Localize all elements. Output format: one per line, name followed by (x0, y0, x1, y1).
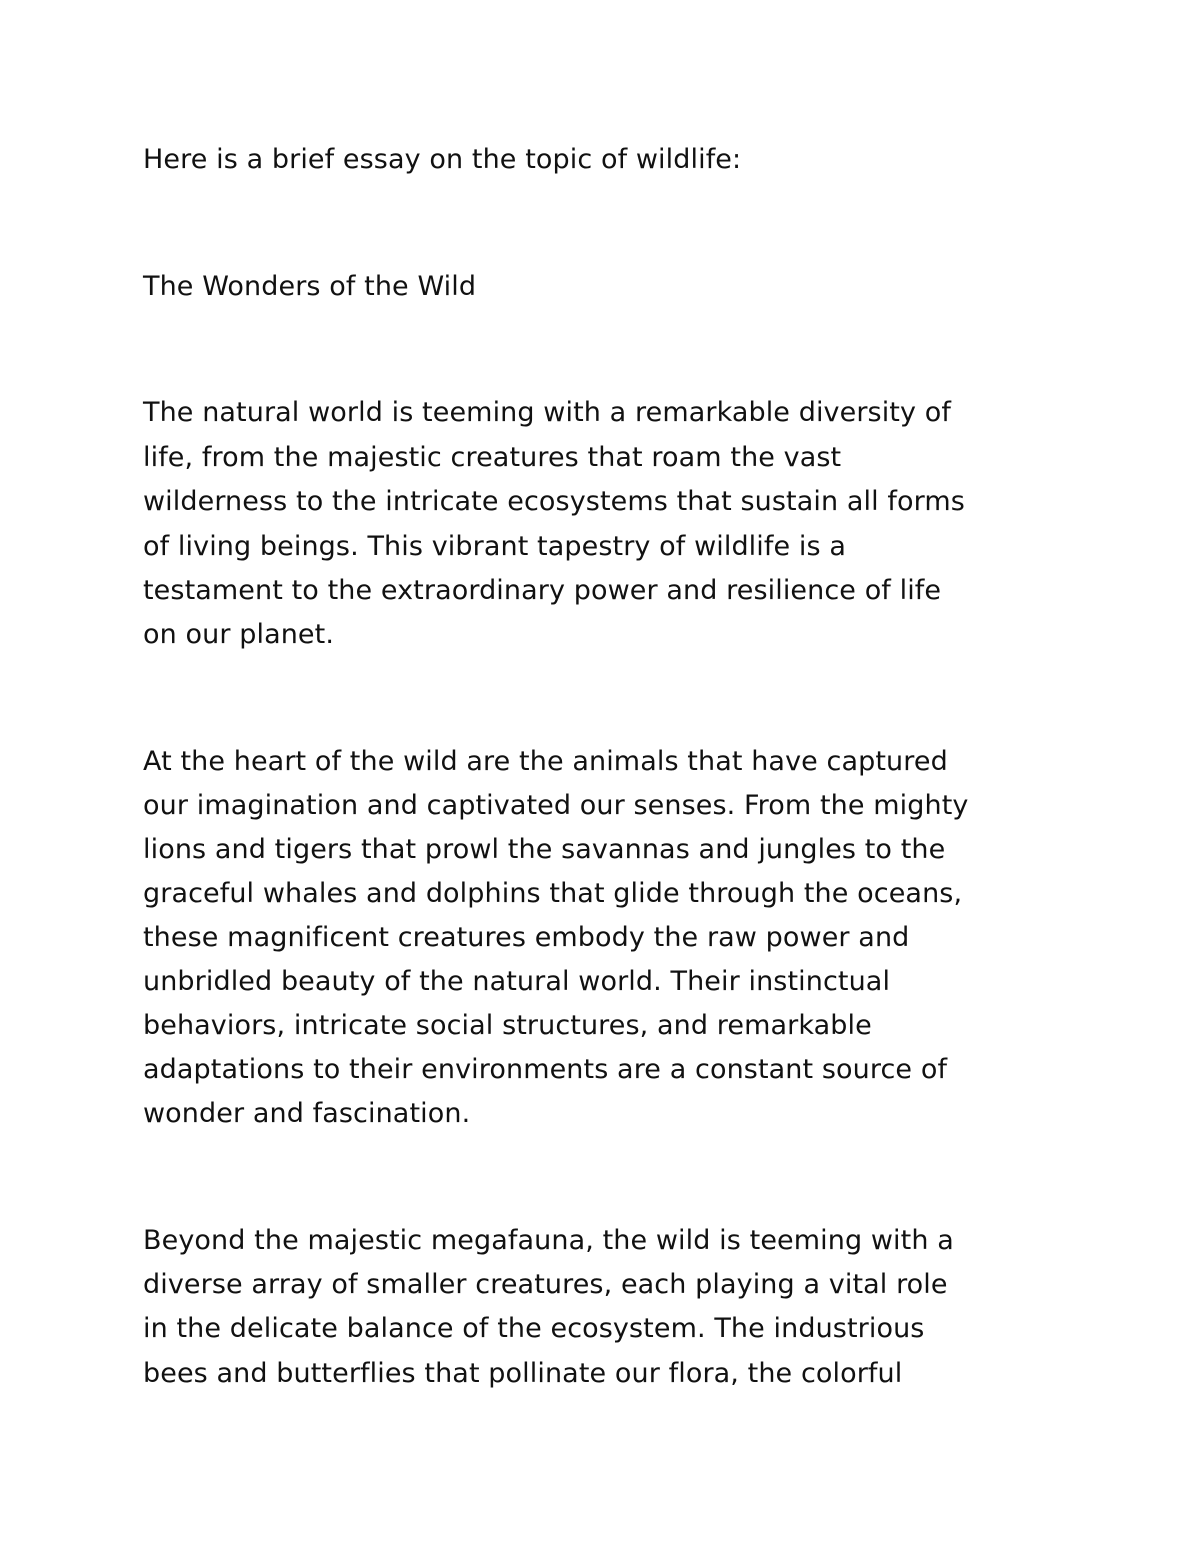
paragraph-line: diverse array of smaller creatures, each playing a vital role (143, 1269, 948, 1300)
paragraph-line: our imagination and captivated our senses. From the mighty (143, 790, 969, 821)
intro-line: Here is a brief essay on the topic of wildlife: (143, 144, 742, 175)
paragraph-line: testament to the extraordinary power and resilience of life (143, 575, 942, 606)
paragraph-line: life, from the majestic creatures that roam the vast (143, 442, 842, 473)
essay-title: The Wonders of the Wild (143, 271, 477, 302)
paragraph-line: lions and tigers that prowl the savannas and jungles to the (143, 834, 946, 865)
paragraph-line: adaptations to their environments are a constant source of (143, 1054, 948, 1085)
paragraph-line: behaviors, intricate social structures, and remarkable (143, 1010, 872, 1041)
paragraph-line: The natural world is teeming with a remarkable diversity of (143, 397, 951, 428)
paragraph-line: in the delicate balance of the ecosystem. The industrious (143, 1313, 925, 1344)
paragraph-line: graceful whales and dolphins that glide through the oceans, (143, 878, 963, 909)
paragraph-line: wonder and fascination. (143, 1098, 471, 1129)
paragraph-line: unbridled beauty of the natural world. Their instinctual (143, 966, 891, 997)
paragraph-line: At the heart of the wild are the animals that have captured (143, 746, 948, 777)
paragraph-line: of living beings. This vibrant tapestry of wildlife is a (143, 531, 846, 562)
paragraph-line: these magnificent creatures embody the raw power and (143, 922, 910, 953)
paragraph-line: Beyond the majestic megafauna, the wild is teeming with a (143, 1225, 954, 1256)
paragraph-line: on our planet. (143, 619, 335, 650)
paragraph-line: bees and butterflies that pollinate our flora, the colorful (143, 1358, 903, 1389)
paragraph-line: wilderness to the intricate ecosystems that sustain all forms (143, 486, 965, 517)
